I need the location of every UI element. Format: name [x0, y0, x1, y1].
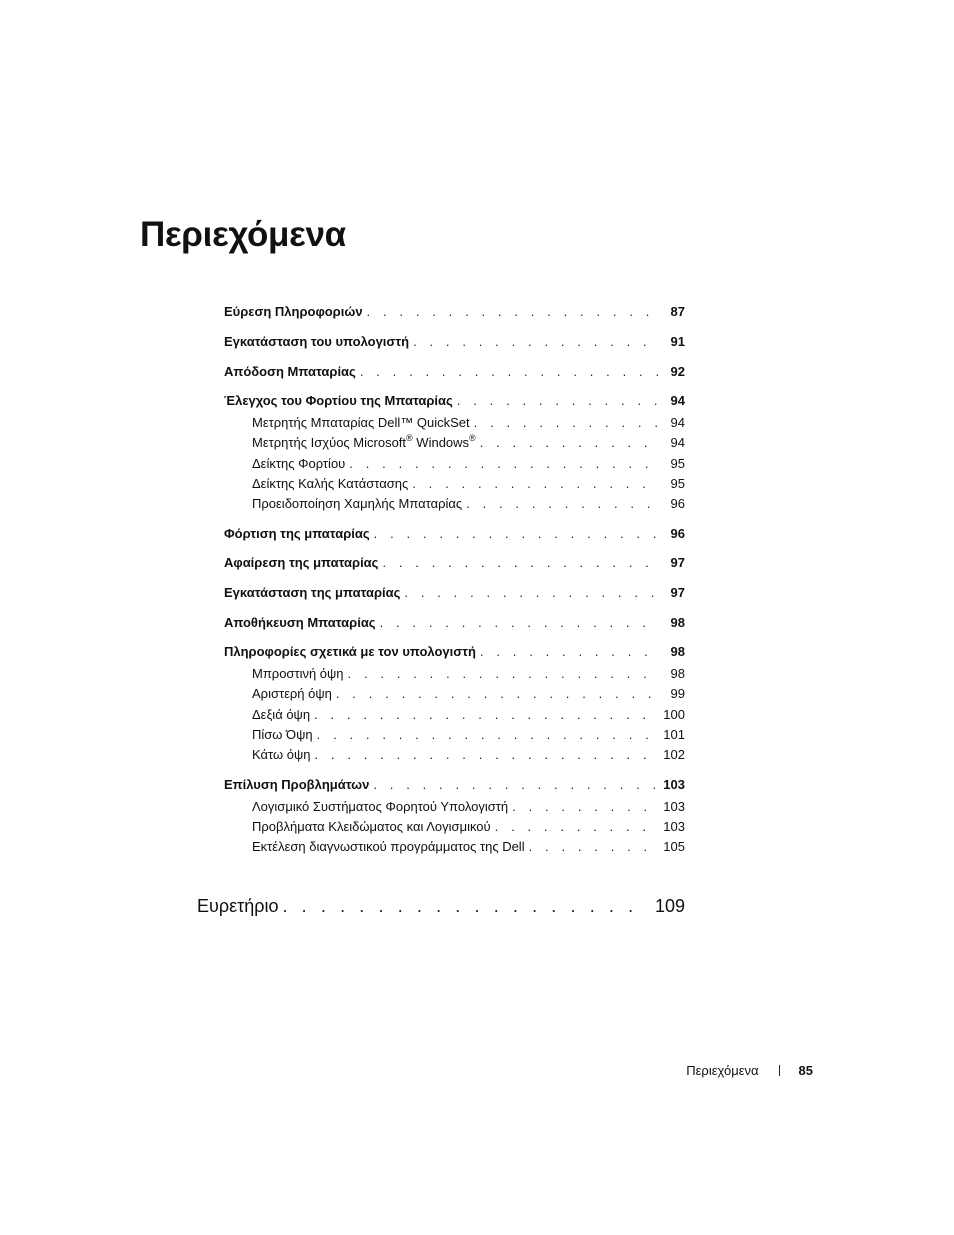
- toc-entry-label: Δείκτης Καλής Κατάστασης: [252, 476, 409, 491]
- toc-entry-label: Ευρετήριο: [197, 896, 279, 916]
- toc-entry-page: 101: [663, 727, 685, 742]
- toc-subentry[interactable]: [252, 475, 685, 493]
- toc-entry-label: Μπροστινή όψη: [252, 666, 344, 681]
- toc-entry-page: 91: [670, 334, 685, 349]
- dot-leader: [457, 392, 659, 410]
- toc-entry-label: Εγκατάσταση του υπολογιστή: [224, 334, 410, 349]
- toc-entry[interactable]: [224, 363, 685, 381]
- toc-entry-label: Προβλήματα Κλειδώματος και Λογισμικού: [252, 819, 491, 834]
- toc-subentry[interactable]: [252, 434, 685, 452]
- toc-subentry[interactable]: [252, 798, 685, 816]
- dot-leader: [466, 495, 659, 513]
- toc-index-entry[interactable]: [197, 894, 685, 918]
- toc-subentry[interactable]: [252, 455, 685, 473]
- toc-subentry[interactable]: [252, 665, 685, 683]
- toc-subentry[interactable]: [252, 685, 685, 703]
- page-footer: [686, 1061, 813, 1079]
- dot-leader: [374, 525, 659, 543]
- toc-entry-label: Προειδοποίηση Χαμηλής Μπαταρίας: [252, 496, 463, 511]
- dot-leader: [360, 363, 659, 381]
- toc-entry[interactable]: [224, 303, 685, 321]
- footer-divider: [779, 1065, 780, 1076]
- toc-entry-page: 96: [670, 526, 685, 541]
- toc-entry-label: Απόδοση Μπαταρίας: [224, 364, 356, 379]
- toc-entry-label: Αριστερή όψη: [252, 686, 332, 701]
- toc-entry-label: Μετρητής Ισχύος Microsoft® Windows®: [252, 433, 476, 450]
- toc-subentry[interactable]: [252, 414, 685, 432]
- footer-page-number: 85: [798, 1062, 813, 1078]
- page-title: Περιεχόμενα: [140, 215, 346, 254]
- toc-entry-page: 97: [670, 585, 685, 600]
- dot-leader: [314, 746, 657, 764]
- toc-entry-page: 95: [670, 476, 685, 491]
- toc-entry-page: 98: [670, 615, 685, 630]
- toc-entry-label: Δεξιά όψη: [252, 707, 311, 722]
- toc-entry-page: 102: [663, 747, 685, 762]
- toc-subentry[interactable]: [252, 495, 685, 513]
- toc-entry-page: 95: [670, 456, 685, 471]
- footer-section-title: Περιεχόμενα: [686, 1062, 759, 1078]
- dot-leader: [412, 475, 659, 493]
- toc-entry-label: Αποθήκευση Μπαταρίας: [224, 615, 376, 630]
- toc-entry-label: Μετρητής Μπαταρίας Dell™ QuickSet: [252, 415, 470, 430]
- toc-entry[interactable]: [224, 776, 685, 794]
- toc-entry[interactable]: [224, 392, 685, 410]
- dot-leader: [373, 776, 657, 794]
- toc-entry-page: 98: [670, 644, 685, 659]
- toc-subentry[interactable]: [252, 818, 685, 836]
- dot-leader: [348, 665, 659, 683]
- toc-entry-page: 103: [663, 819, 685, 834]
- toc-subentry[interactable]: [252, 706, 685, 724]
- dot-leader: [382, 554, 659, 572]
- toc-entry-label: Δείκτης Φορτίου: [252, 456, 346, 471]
- toc-entry-label: Φόρτιση της μπαταρίας: [224, 526, 370, 541]
- dot-leader: [480, 434, 659, 452]
- toc-entry-page: 94: [670, 435, 685, 450]
- dot-leader: [314, 706, 657, 724]
- toc-entry-label: Εκτέλεση διαγνωστικού προγράμματος της Dell: [252, 839, 525, 854]
- dot-leader: [317, 726, 658, 744]
- dot-leader: [512, 798, 657, 816]
- toc-entry-page: 98: [670, 666, 685, 681]
- dot-leader: [282, 894, 648, 918]
- dot-leader: [404, 584, 659, 602]
- toc-entry-page: 94: [670, 393, 685, 408]
- dot-leader: [474, 414, 659, 432]
- toc-entry-page: 94: [670, 415, 685, 430]
- toc-entry-label: Λογισμικό Συστήματος Φορητού Υπολογιστή: [252, 799, 509, 814]
- dot-leader: [495, 818, 658, 836]
- dot-leader: [380, 614, 659, 632]
- dot-leader: [529, 838, 658, 856]
- toc-entry[interactable]: [224, 554, 685, 572]
- toc-entry-page: 103: [663, 799, 685, 814]
- dot-leader: [413, 333, 659, 351]
- toc-entry-label: Κάτω όψη: [252, 747, 311, 762]
- toc-entry[interactable]: [224, 333, 685, 351]
- toc-entry-label: Πίσω Όψη: [252, 727, 313, 742]
- toc-entry-label: Επίλυση Προβλημάτων: [224, 777, 370, 792]
- dot-leader: [349, 455, 659, 473]
- toc-entry-label: Αφαίρεση της μπαταρίας: [224, 555, 379, 570]
- toc-entry-page: 96: [670, 496, 685, 511]
- toc-entry-page: 103: [663, 777, 685, 792]
- toc-entry[interactable]: [224, 614, 685, 632]
- toc-subentry[interactable]: [252, 726, 685, 744]
- toc-entry[interactable]: [224, 525, 685, 543]
- toc-entry[interactable]: [224, 643, 685, 661]
- toc-entry-page: 109: [654, 896, 685, 916]
- toc-entry-page: 100: [663, 707, 685, 722]
- toc-entry-page: 87: [670, 304, 685, 319]
- toc-subentry[interactable]: [252, 746, 685, 764]
- toc-entry-label: Εύρεση Πληροφοριών: [224, 304, 363, 319]
- toc-subentry[interactable]: [252, 838, 685, 856]
- dot-leader: [336, 685, 659, 703]
- toc-entry-label: Πληροφορίες σχετικά με τον υπολογιστή: [224, 644, 476, 659]
- dot-leader: [480, 643, 659, 661]
- toc-entry-page: 99: [670, 686, 685, 701]
- toc-entry[interactable]: [224, 584, 685, 602]
- dot-leader: [367, 303, 659, 321]
- toc-entry-label: Εγκατάσταση της μπαταρίας: [224, 585, 401, 600]
- toc-entry-label: Έλεγχος του Φορτίου της Μπαταρίας: [224, 393, 453, 408]
- toc-entry-page: 92: [670, 364, 685, 379]
- toc-entry-page: 97: [670, 555, 685, 570]
- toc-entry-page: 105: [663, 839, 685, 854]
